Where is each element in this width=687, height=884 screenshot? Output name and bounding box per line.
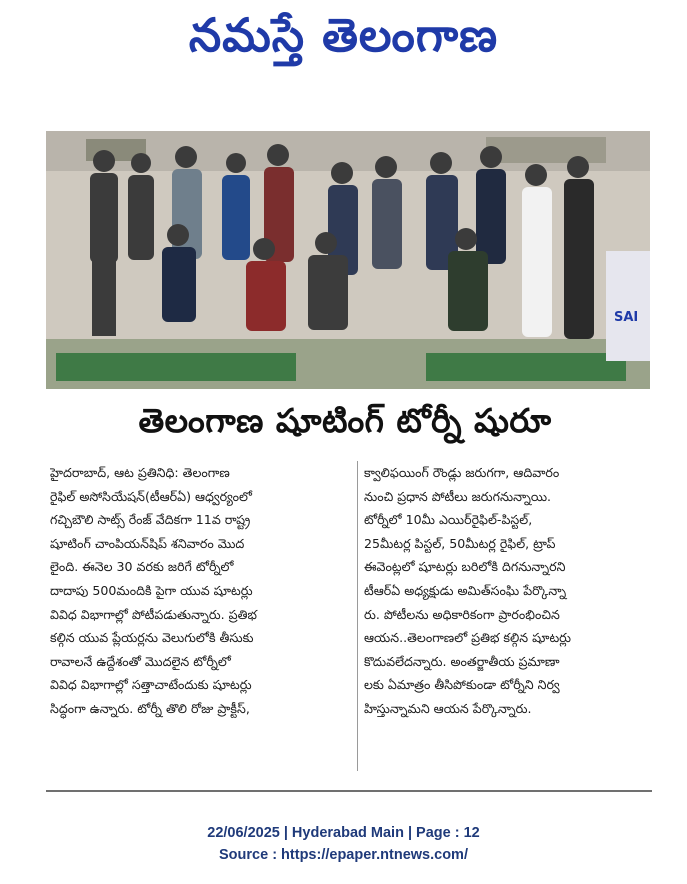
footer-source-line: Source : https://epaper.ntnews.com/ [219, 847, 468, 863]
article-line: టీఆర్ఏ అధ్యక్షుడు అమిత్‌సంఘి పేర్కొన్నా [364, 582, 567, 598]
page-footer [0, 822, 687, 866]
masthead-title: నమస్తే తెలంగాణ [188, 8, 499, 62]
article-headline [40, 398, 650, 450]
bottom-rule [46, 790, 652, 792]
article-line: ఈవెంట్లలో షూటర్లు బరిలోకి దిగనున్నారని [364, 559, 566, 575]
article-line: రైఫిల్ అసోసియేషన్(టీఆర్ఏ) ఆధ్వర్యంలో [50, 488, 252, 504]
article-line: దాదాపు 500మందికి పైగా యువ షూటర్లు [50, 582, 253, 598]
article-line: వివిధ విభాగాల్లో సత్తాచాటేందుకు షూటర్లు [50, 677, 252, 693]
article-line: హిస్తున్నామని ఆయన పేర్కొన్నారు. [364, 700, 532, 716]
article-line: 25మీటర్ల పిస్టల్, 50మీటర్ల రైఫిల్, ట్రాప్ [364, 535, 556, 551]
article-left-column [50, 461, 352, 721]
article-line: క్వాలిఫయింగ్ రౌండ్లు జరుగగా, ఆదివారం [364, 465, 560, 480]
headline-text: తెలంగాణ షూటింగ్ టోర్నీ షురూ [138, 400, 552, 440]
article-line: టోర్నీలో 10మీ ఎయిర్‌రైఫిల్-పిస్టల్, [364, 512, 533, 528]
article-line: కొదువలేదన్నారు. అంతర్జాతీయ ప్రమాణా [364, 653, 560, 669]
article-line: సిద్ధంగా ఉన్నారు. టోర్నీ తొలి రోజు ప్రాక్టీస్, [50, 700, 250, 716]
article-line: కల్గిన యువ ప్లేయర్లను వెలుగులోకి తీసుకు [50, 630, 254, 646]
article-line: రు. పోటీలను అధికారికంగా ప్రారంభించిన [364, 606, 560, 622]
article-line: గచ్చిబౌలి సాట్స్ రేంజ్ వేదికగా 11వ రాష్ట్ర [50, 512, 251, 528]
footer-edition-line: 22/06/2025 | Hyderabad Main | Page : 12 [207, 825, 480, 841]
article-line: లకు ఏమాత్రం తీసిపోకుండా టోర్నీని నిర్వ [364, 677, 560, 693]
article-line: వివిధ విభాగాల్లో పోటీపడుతున్నారు. ప్రతిభ [50, 606, 257, 622]
article-line: నుంచి ప్రధాన పోటీలు జరుగనున్నాయి. [364, 488, 552, 504]
masthead [0, 6, 687, 76]
shooting-team-photo [46, 131, 650, 389]
article-line: హైదరాబాద్, ఆట ప్రతినిధి: తెలంగాణ [50, 465, 230, 480]
article-photo [46, 131, 650, 389]
article-line: రావాలనే ఉద్దేశంతో మొదలైన టోర్నీలో [50, 653, 231, 669]
column-divider [357, 461, 358, 771]
sai-banner-text: SAI [614, 310, 639, 325]
article-line: ఆయన..తెలంగాణలో ప్రతిభ కల్గిన షూటర్లు [364, 630, 572, 646]
article-line: షూటింగ్ చాంపియన్‌షిప్ శనివారం మొద [50, 535, 245, 551]
article-right-column [364, 461, 652, 721]
article-line: లైంది. ఈనెల 30 వరకు జరిగే టోర్నీలో [50, 559, 234, 575]
